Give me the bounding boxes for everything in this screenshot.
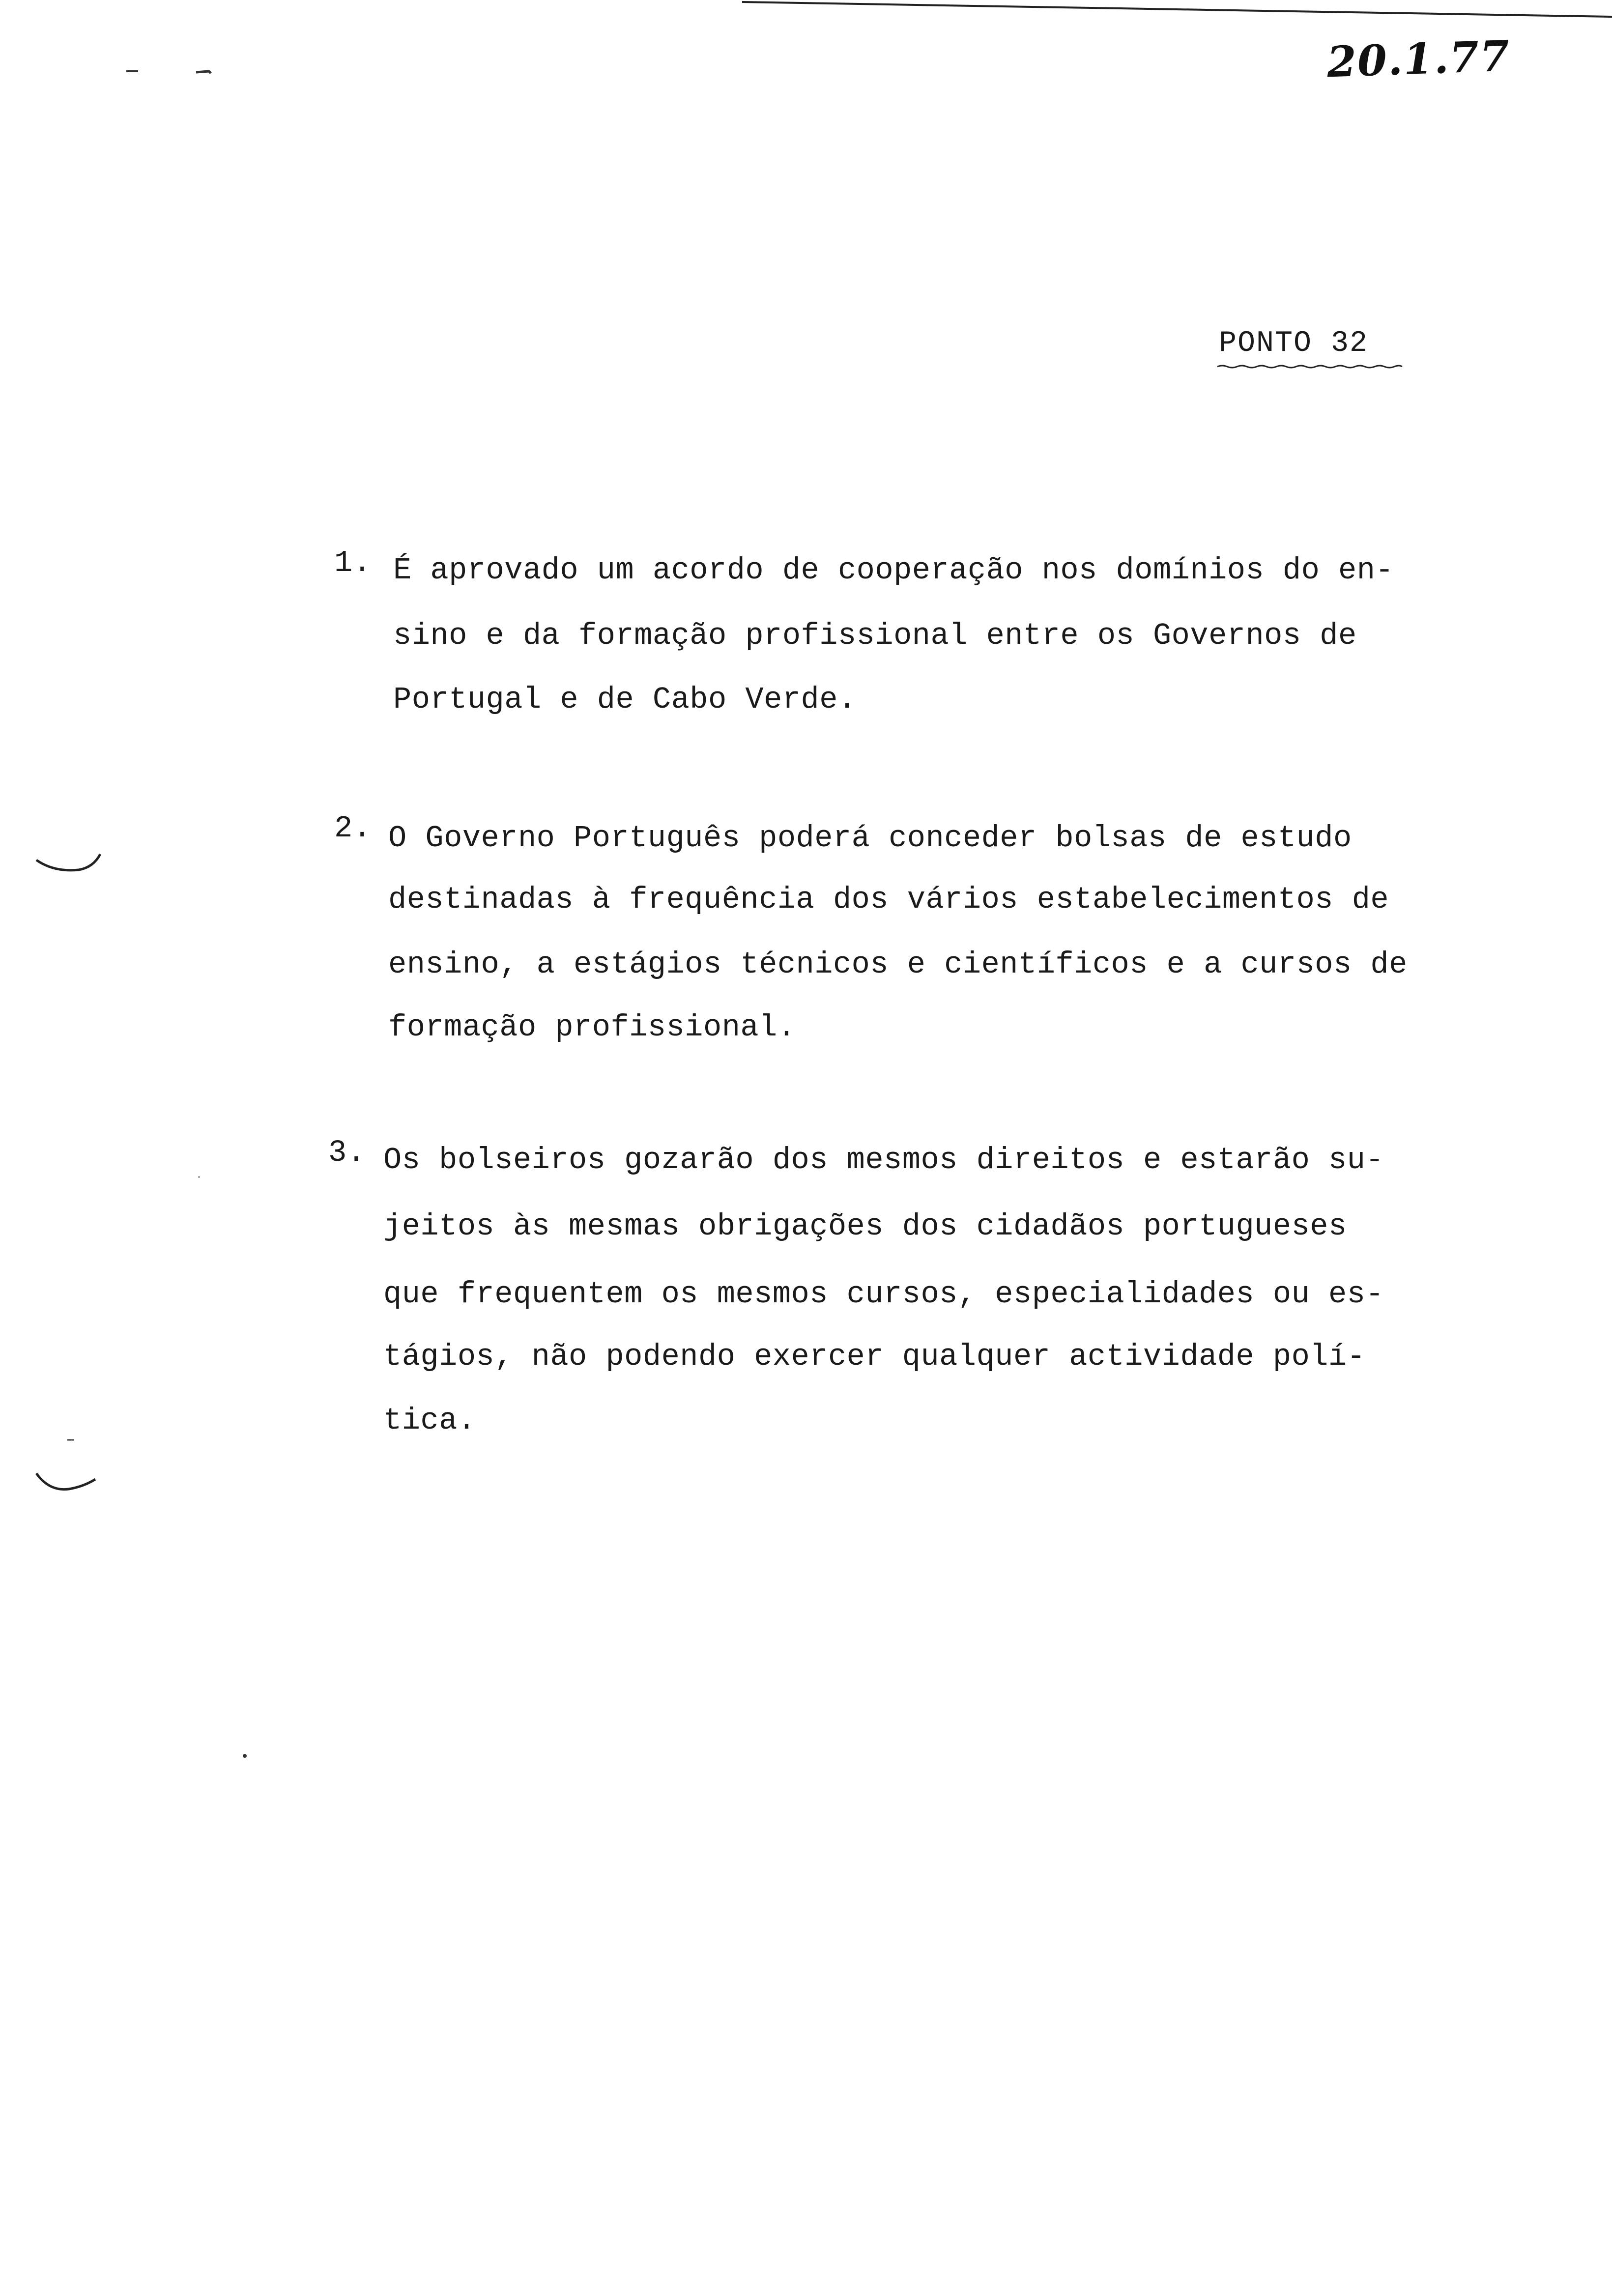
paragraph-line: É aprovado um acordo de cooperação nos domínios do en- [393,553,1394,588]
margin-dash-mark [66,1437,76,1442]
paragraph-line: tica. [383,1403,476,1438]
title-underline [1216,364,1403,370]
margin-dot-mark [241,1752,249,1760]
item-number: 2. [334,811,372,846]
paragraph-line: ensino, a estágios técnicos e científicos e a cursos de [388,947,1408,982]
margin-curve-mark [34,845,103,880]
paragraph-line: sino e da formação profissional entre os Governos de [393,618,1357,653]
margin-dot-mark [197,1175,202,1179]
margin-curve-mark [34,1464,98,1504]
margin-dash-mark [194,66,214,76]
paragraph-line: Portugal e de Cabo Verde. [393,682,857,717]
handwritten-date: 20.1.77 [1326,31,1511,87]
paragraph-line: jeitos às mesmas obrigações dos cidadãos portugueses [383,1209,1347,1244]
paragraph-line: destinadas à frequência dos vários estabelecimentos de [388,882,1389,917]
margin-dash-mark [125,69,140,74]
item-number: 3. [328,1135,366,1170]
paragraph-line: Os bolseiros gozarão dos mesmos direitos e estarão su- [383,1143,1384,1177]
item-number: 1. [334,545,372,580]
paragraph-line: tágios, não podendo exercer qualquer actividade polí- [383,1339,1366,1374]
page-title: PONTO 32 [1219,327,1369,360]
top-border-line [742,0,1612,20]
paragraph-line: formação profissional. [388,1010,796,1045]
paragraph-line: O Governo Português poderá conceder bolsas de estudo [388,821,1352,856]
paragraph-line: que frequentem os mesmos cursos, especialidades ou es- [383,1277,1384,1312]
